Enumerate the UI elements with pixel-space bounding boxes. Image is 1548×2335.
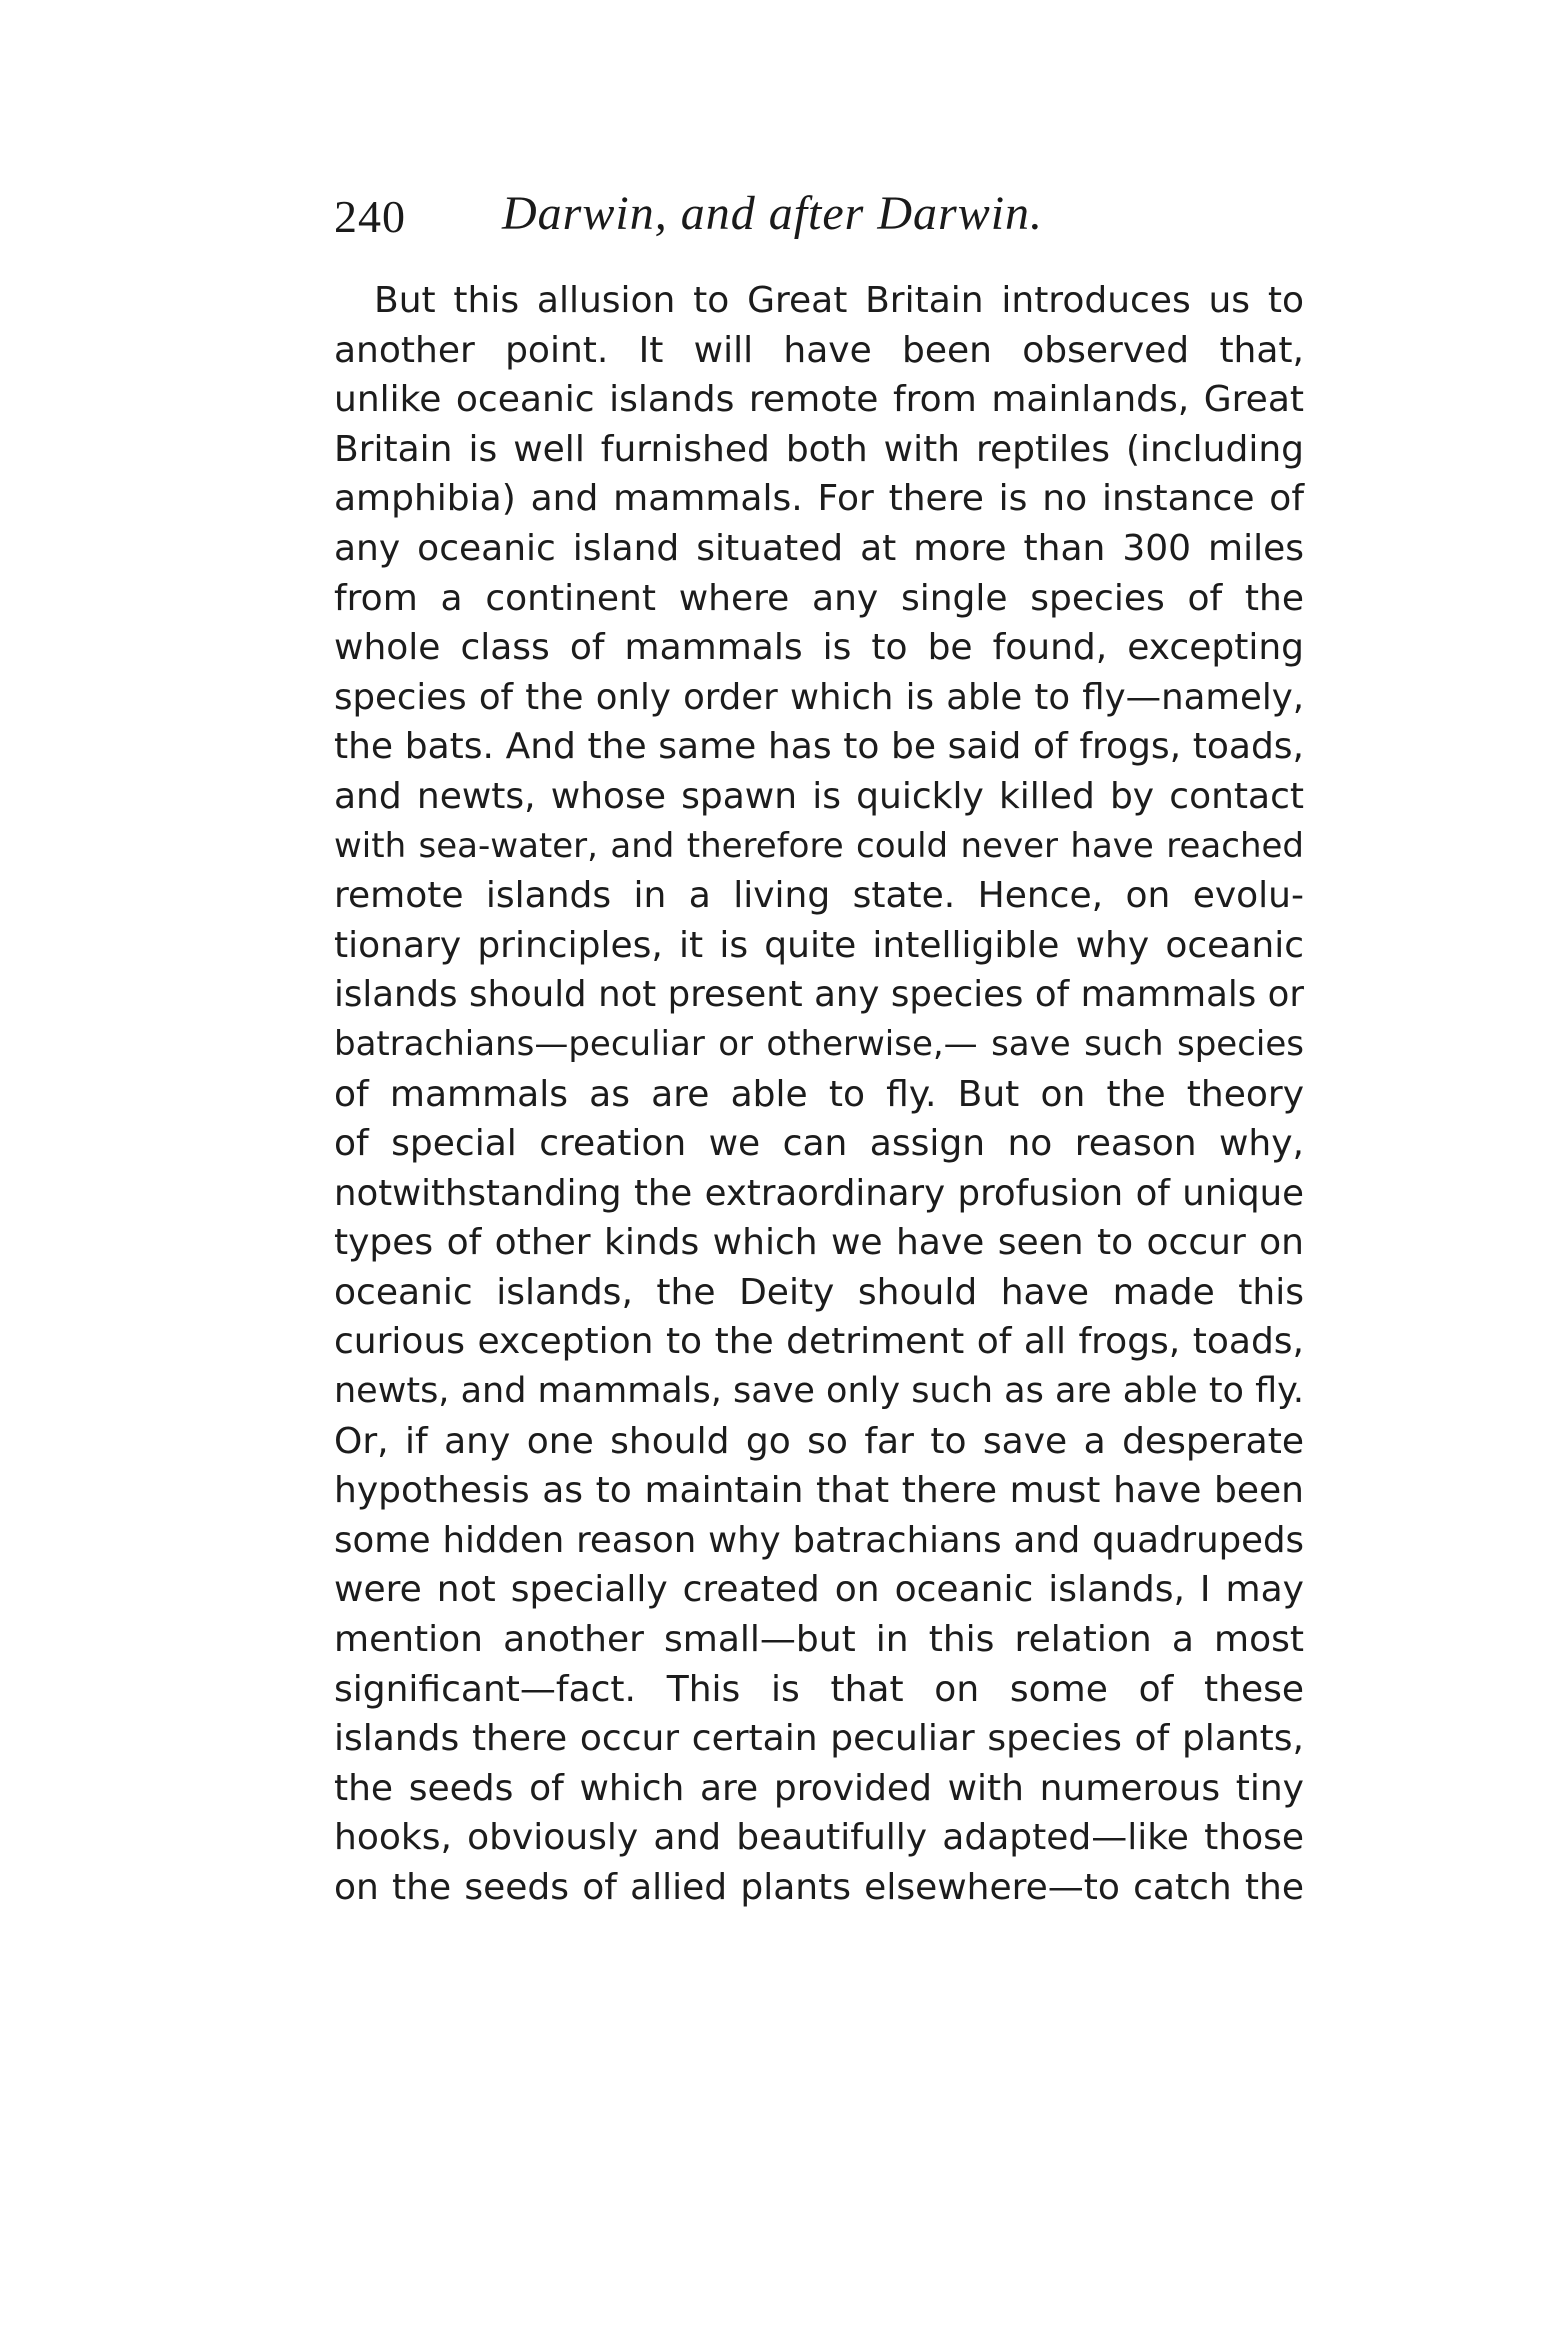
text-line: curious exception to the detriment of all frogs, toads,	[334, 1321, 1304, 1363]
text-line: batrachians—peculiar or otherwise,— save such species	[334, 1023, 1304, 1064]
page-header	[334, 186, 1184, 256]
text-line: remote islands in a living state. Hence, on evolu-	[334, 875, 1304, 917]
text-line: Britain is well furnished both with reptiles (including	[334, 428, 1304, 470]
text-line: from a continent where any single species of the	[334, 577, 1304, 619]
text-line: islands there occur certain peculiar species of plants,	[334, 1718, 1304, 1760]
text-line: were not specially created on oceanic islands, I may	[334, 1569, 1304, 1611]
text-line: islands should not present any species of mammals or	[334, 974, 1304, 1016]
text-line: significant—fact. This is that on some of these	[334, 1668, 1304, 1710]
text-line: unlike oceanic islands remote from mainlands, Great	[334, 379, 1304, 421]
text-line: of special creation we can assign no reason why,	[334, 1123, 1304, 1165]
text-line: But this allusion to Great Britain introduces us to	[374, 280, 1304, 321]
text-line: notwithstanding the extraordinary profusion of unique	[334, 1172, 1304, 1214]
text-line: mention another small—but in this relation a most	[334, 1619, 1304, 1661]
text-line: newts, and mammals, save only such as are able to fly.	[334, 1371, 1304, 1412]
text-line: of mammals as are able to fly. But on the theory	[334, 1073, 1304, 1115]
text-line: any oceanic island situated at more than 300 miles	[334, 527, 1304, 569]
text-line: and newts, whose spawn is quickly killed by contact	[334, 775, 1304, 817]
text-line: oceanic islands, the Deity should have made this	[334, 1271, 1304, 1313]
text-line: another point. It will have been observed that,	[334, 329, 1304, 371]
page-number: 240	[334, 191, 406, 242]
text-line: hypothesis as to maintain that there must have been	[334, 1470, 1304, 1512]
text-line: hooks, obviously and beautifully adapted—like those	[334, 1817, 1304, 1859]
text-line: the bats. And the same has to be said of frogs, toads,	[334, 726, 1304, 768]
text-line: on the seeds of allied plants elsewhere—to catch the	[334, 1867, 1304, 1908]
text-line: the seeds of which are provided with numerous tiny	[334, 1767, 1304, 1809]
text-line: Or, if any one should go so far to save a desperate	[334, 1420, 1304, 1462]
text-line: types of other kinds which we have seen to occur on	[334, 1222, 1304, 1264]
text-line: with sea-water, and therefore could never have reached	[334, 825, 1304, 866]
body-text	[334, 276, 1304, 1913]
text-line: some hidden reason why batrachians and quadrupeds	[334, 1519, 1304, 1561]
text-line: species of the only order which is able to fly—namely,	[334, 676, 1304, 718]
running-title: Darwin, and after Darwin.	[502, 187, 1044, 240]
text-line: tionary principles, it is quite intelligible why oceanic	[334, 924, 1304, 966]
text-line: amphibia) and mammals. For there is no instance of	[334, 478, 1304, 520]
text-line: whole class of mammals is to be found, excepting	[334, 627, 1304, 669]
